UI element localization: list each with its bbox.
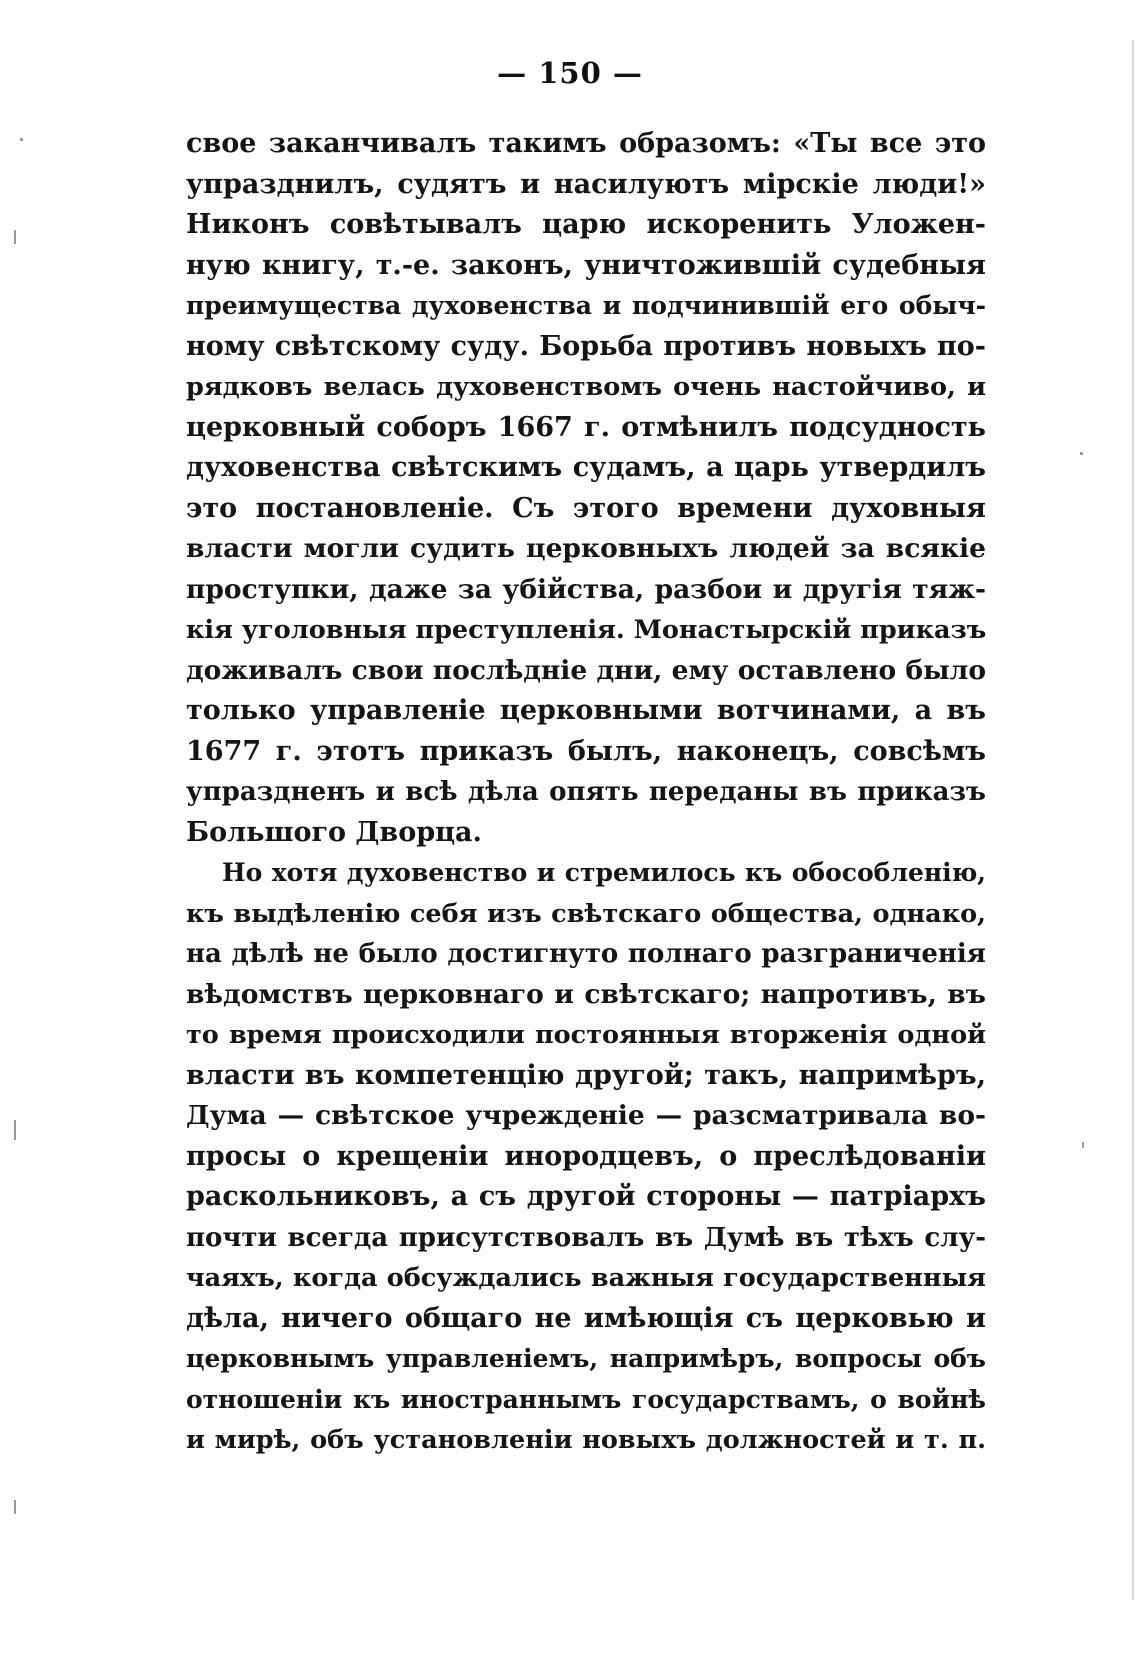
text-line: Дума — свѣтское учрежденіе — разсматривала во- — [186, 1100, 986, 1131]
text-line: на дѣлѣ не было достигнуто полнаго разграниченія — [186, 939, 986, 969]
text-line: раскольниковъ, а съ другой стороны — патріархъ — [186, 1181, 986, 1212]
scan-speck — [14, 230, 16, 244]
text-line: и мирѣ, объ установленіи новыхъ должностей и т. п. — [186, 1425, 986, 1455]
text-line: церковнымъ управленіемъ, напримѣръ, вопросы объ — [186, 1344, 986, 1373]
text-line: чаяхъ, когда обсуждались важныя государственныя — [186, 1263, 986, 1293]
text-line: доживалъ свои послѣдніе дни, ему оставлено было — [186, 654, 986, 686]
text-line: Но хотя духовенство и стремилось къ обособленію, — [222, 858, 986, 887]
text-line: ную книгу, т.-е. законъ, уничтожившій судебныя — [186, 249, 986, 281]
text-line: проступки, даже за убійства, разбои и другія тяж- — [186, 573, 986, 605]
text-line: упраздненъ и всѣ дѣла опять переданы въ приказъ — [186, 777, 986, 807]
scan-speck — [1082, 1142, 1084, 1148]
text-line: это постановленіе. Съ этого времени духовныя — [186, 492, 986, 524]
text-line: церковный соборъ 1667 г. отмѣнилъ подсудность — [186, 411, 986, 443]
body-text — [186, 124, 986, 1461]
text-line: упразднилъ, судятъ и насилуютъ мірскіе люди!» — [186, 168, 986, 200]
scan-speck — [14, 1500, 16, 1514]
text-line: Большого Дворца. — [186, 816, 482, 848]
scan-speck — [20, 138, 23, 141]
text-line: духовенства свѣтскимъ судамъ, а царь утвердилъ — [186, 452, 986, 483]
text-line: свое заканчивалъ такимъ образомъ: «Ты все это — [186, 128, 986, 159]
text-line: 1677 г. этотъ приказъ былъ, наконецъ, совсѣмъ — [186, 735, 986, 767]
text-line: почти всегда присутствовалъ въ Думѣ въ тѣхъ слу- — [186, 1222, 986, 1253]
scan-speck — [14, 1120, 16, 1140]
text-line: рядковъ велась духовенствомъ очень настойчиво, и — [186, 372, 986, 402]
text-line: дѣла, ничего общаго не имѣющія съ церковью и — [186, 1302, 986, 1334]
text-line: кія уголовныя преступленія. Монастырскій приказъ — [186, 615, 987, 645]
text-line: къ выдѣленію себя изъ свѣтскаго общества, однако, — [186, 898, 986, 929]
page-number: — 150 — — [497, 56, 643, 90]
text-line: власти могли судить церковныхъ людей за всякіе — [186, 533, 986, 564]
scan-speck — [1080, 452, 1083, 455]
text-line: просы о крещеніи инородцевъ, о преслѣдованіи — [186, 1140, 986, 1172]
text-line: Никонъ совѣтывалъ царю искоренить Уложен- — [186, 209, 986, 240]
text-line: власти въ компетенцію другой; такъ, напримѣръ, — [186, 1059, 986, 1091]
text-line: только управленіе церковными вотчинами, а въ — [186, 695, 986, 726]
text-line: вѣдомствъ церковнаго и свѣтскаго; напротивъ, въ — [186, 978, 986, 1010]
text-line: преимущества духовенства и подчинившій его обыч- — [186, 291, 986, 320]
scan-edge-line — [1132, 40, 1134, 1600]
text-line: отношеніи къ иностраннымъ государствамъ, о войнѣ — [186, 1384, 986, 1414]
text-line: то время происходили постоянныя вторженія одной — [186, 1020, 986, 1050]
text-line: ному свѣтскому суду. Борьба противъ новыхъ по- — [186, 330, 986, 362]
